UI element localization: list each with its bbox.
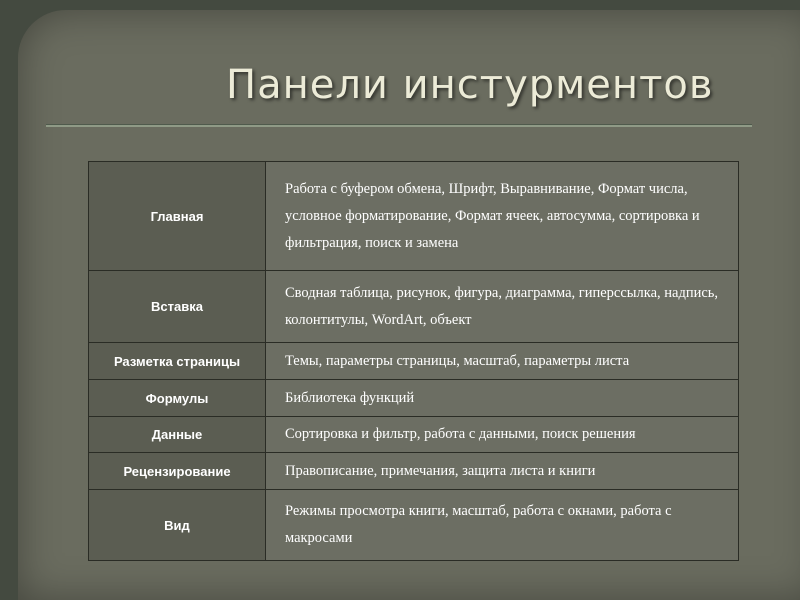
tab-name-cell: Вид [89,490,266,561]
tab-name-cell: Вставка [89,271,266,343]
slide-title: Панели инстурментов [226,62,714,108]
tab-description-cell: Режимы просмотра книги, масштаб, работа с окнами, работа с макросами [266,490,739,561]
table-row [89,490,739,561]
tab-description-cell: Сортировка и фильтр, работа с данными, поиск решения [266,417,739,453]
table-row [89,343,739,380]
tab-name-cell: Главная [89,162,266,271]
tab-description-cell: Работа с буфером обмена, Шрифт, Выравнивание, Формат числа, условное форматирование, Формат ячеек, автосумма, сортировка и фильтрация, поиск и замена [266,162,739,271]
tab-name-cell: Рецензирование [89,453,266,490]
title-divider [46,124,752,127]
tab-name-cell: Данные [89,417,266,453]
tab-description-cell: Темы, параметры страницы, масштаб, параметры листа [266,343,739,380]
table-row [89,453,739,490]
tab-name-cell: Разметка страницы [89,343,266,380]
table-row [89,162,739,271]
tab-name-cell: Формулы [89,380,266,417]
table-row [89,417,739,453]
tab-description-cell: Правописание, примечания, защита листа и книги [266,453,739,490]
table-row [89,271,739,343]
tab-description-cell: Библиотека функций [266,380,739,417]
table-row [89,380,739,417]
tab-description-cell: Сводная таблица, рисунок, фигура, диаграмма, гиперссылка, надпись, колонтитулы, WordArt, объект [266,271,739,343]
toolbar-table [88,161,739,561]
